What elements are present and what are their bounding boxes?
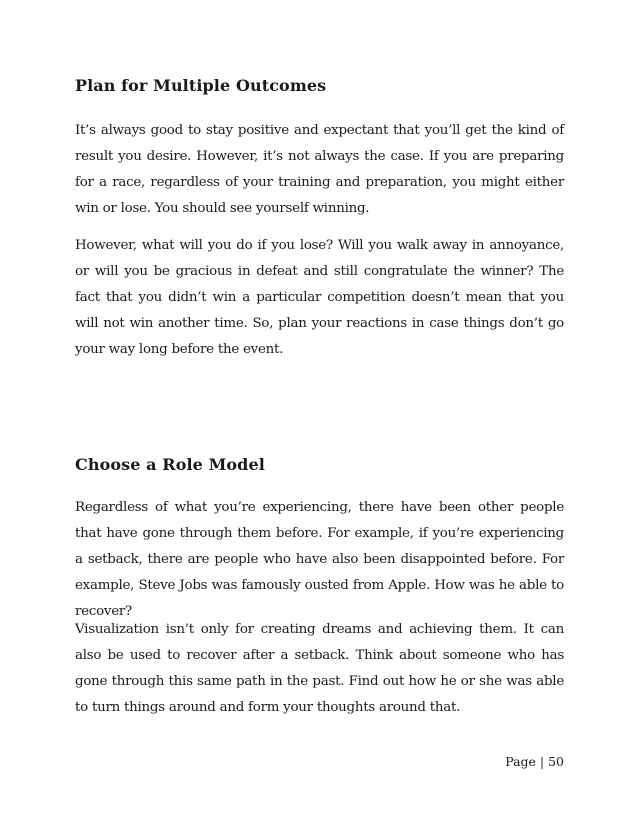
paragraph: Visualization isn’t only for creating dreams and achieving them. It can also be used to recover after a setback. Think about someone who has gone through this same path in the past. Find out how he or she was able to turn things around and form your thoughts around that. bbox=[75, 622, 564, 715]
page-number: Page | 50 bbox=[505, 754, 564, 769]
section-heading-plan-for-multiple-outcomes: Plan for Multiple Outcomes bbox=[75, 76, 327, 95]
paragraph: It’s always good to stay positive and expectant that you’ll get the kind of result you desire. However, it’s not always the case. If you are preparing for a race, regardless of your training and preparation, you might either win or lose. You should see yourself winning. bbox=[75, 123, 564, 216]
paragraph: Regardless of what you’re experiencing, there have been other people that have gone through them before. For example, if you’re experiencing a setback, there are people who have also been disappointed before. For example, Steve Jobs was famously ousted from Apple. How was he able to recover? bbox=[75, 500, 564, 619]
paragraph: However, what will you do if you lose? Will you walk away in annoyance, or will you be gracious in defeat and still congratulate the winner? The fact that you didn’t win a particular competition doesn’t mean that you will not win another time. So, plan your reactions in case things don’t go your way long before the event. bbox=[75, 238, 564, 357]
section-heading-choose-a-role-model: Choose a Role Model bbox=[75, 455, 265, 474]
